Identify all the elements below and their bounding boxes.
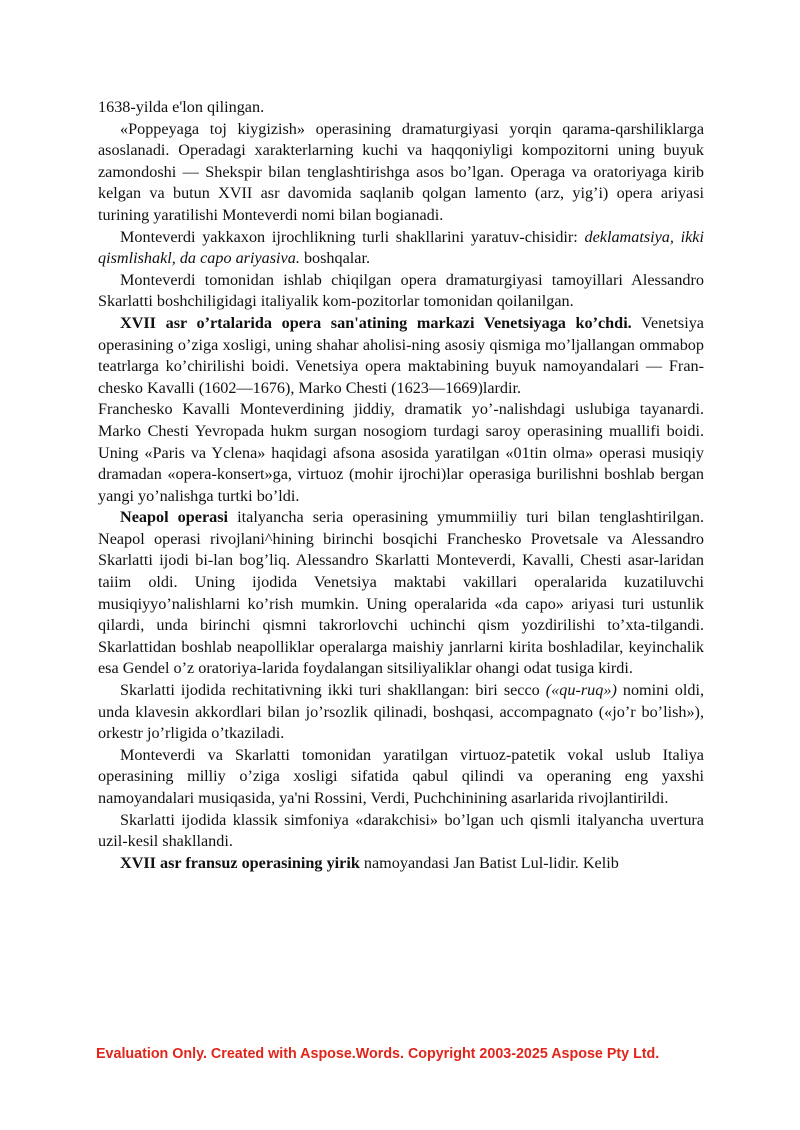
paragraph-naples: [98, 507, 704, 680]
italic-forms-list: deklamatsiya, ikki qismlishakl, da capo ariyasiva.: [98, 227, 704, 268]
bold-heading-naples: Neapol operasi: [120, 508, 229, 527]
paragraph-venice: [98, 313, 704, 399]
paragraph-text: boshqalar.: [299, 249, 371, 268]
evaluation-watermark: Evaluation Only. Created with Aspose.Words. Copyright 2003-2025 Aspose Pty Ltd.: [96, 1046, 660, 1062]
paragraph-text: namoyandasi Jan Batist Lul-lidir. Kelib: [359, 853, 619, 872]
paragraph-poppeya: «Poppeyaga toj kiygizish» operasining dramaturgiyasi yorqin qarama-qarshiliklarga asoslanadi. Operadagi xarakterlarning kuchi va haqqoniyligi kompozitorni uning buyuk zamondoshi — Shekspir bilan tenglashtirishga asos bo’lgan. Operaga va oratoriyaga kirib kelgan va butun XVII asr davomida saqlanib qolgan lamento (arz, yig’i) opera ariyasi turining yaratilishi Monteverdi nomi bilan bogianadi.: [98, 119, 704, 224]
paragraph-continuation: 1638-yilda e'lon qilingan.: [98, 98, 265, 116]
document-body: [98, 97, 704, 874]
paragraph-dramaturgy-principles: Monteverdi tomonidan ishlab chiqilgan opera dramaturgiyasi tamoyillari Alessandro Skarlatti boshchiligidagi italiyalik kom-pozitorlar tomonidan qoilanilgan.: [98, 270, 704, 311]
paragraph-overture: Skarlatti ijodida klassik simfoniya «darakchisi» bo’lgan uch qismli italyancha uvertura uzil-kesil shakllandi.: [98, 810, 704, 851]
paragraph-text: Skarlatti ijodida rechitativning ikki turi shakllangan: biri secco: [120, 681, 546, 700]
paragraph-text: Venetsiya operasining o’ziga xosligi, uning shahar aholisi-ning asosiy qismiga mo’ljallangan ommabop teatrlarga ko’chirilishi boidi. Venetsiya opera maktabining buyuk namoyandalari — Fran-chesko Kavalli (1602—1676), Marko Chesti (1623—1669)lardir.: [98, 313, 704, 397]
paragraph-solo-forms: [98, 227, 704, 270]
paragraph-cavalli-cesti: Franchesko Kavalli Monteverdining jiddiy, dramatik yo’-nalishdagi uslubiga tayanardi. Marko Chesti Yevropada hukm surgan nosogiom turdagi saroy operasining muallifi boidi. Uning «Paris va Yclena» haqidagi afsona asosida yaratilgan «01tin olma» operasi musiqiy dramadan «opera-konsert»ga, virtuoz (mohir ijrochi)lar operasiga burilishni boshlab bergan yangi yo’nalishga turtki bo’ldi.: [98, 400, 704, 505]
paragraph-text: italyancha seria operasining ymummiiliy turi bilan tenglashtirilgan. Neapol operasi rivojlani^hining birinchi bosqichi Franchesko Provetsale va Alessandro Skarlatti ijodi bi-lan bog’liq. Alessandro Skarlatti Monteverdi, Kavalli, Chesti asar-laridan taiim oldi. Uning ijodida Venetsiya maktabi vakillari operalarida kuzatiluvchi musiqiyyo’nalishlarni ko’rish mumkin. Uning operalarida «da capo» ariyasi turi ustunlik qilardi, unda birinchi qismni takrorlovchi uchinchi qism yozdirilishi to’xta-tilgandi. Skarlattidan boshlab neapolliklar operalarga maishiy janrlarni kirita boshladilar, keyinchalik esa Gendel o’z oratoriya-larida foydalangan sitsiliyaliklar ohangi odat tusiga kirdi.: [98, 508, 704, 678]
paragraph-vocal-style: Monteverdi va Skarlatti tomonidan yaratilgan virtuoz-patetik vokal uslub Italiya operasining milliy o’ziga xosligi sifatida qabul qilindi va operaning eng yaxshi namoyandalari musiqasida, ya'ni Rossini, Verdi, Puchchinining asarlarida rivojlantirildi.: [98, 745, 704, 807]
italic-secco-meaning: («qu-ruq»): [545, 681, 617, 700]
bold-heading-venice: XVII asr o’rtalarida opera san'atining markazi Venetsiyaga ko’chdi.: [120, 313, 632, 332]
paragraph-text: Monteverdi yakkaxon ijrochlikning turli shakllarini yaratuv-chisidir:: [120, 227, 585, 246]
bold-heading-french: XVII asr fransuz operasining yirik: [120, 853, 360, 872]
paragraph-french-opera: [98, 853, 704, 875]
paragraph-recitative: [98, 680, 704, 745]
paragraph-text: nomini oldi, unda klavesin akkordlari bilan jo’rsozlik qilinadi, boshqasi, accompagnato («jo’r bo’lish»), orkestr jo’rligida o’tkaziladi.: [98, 681, 704, 743]
